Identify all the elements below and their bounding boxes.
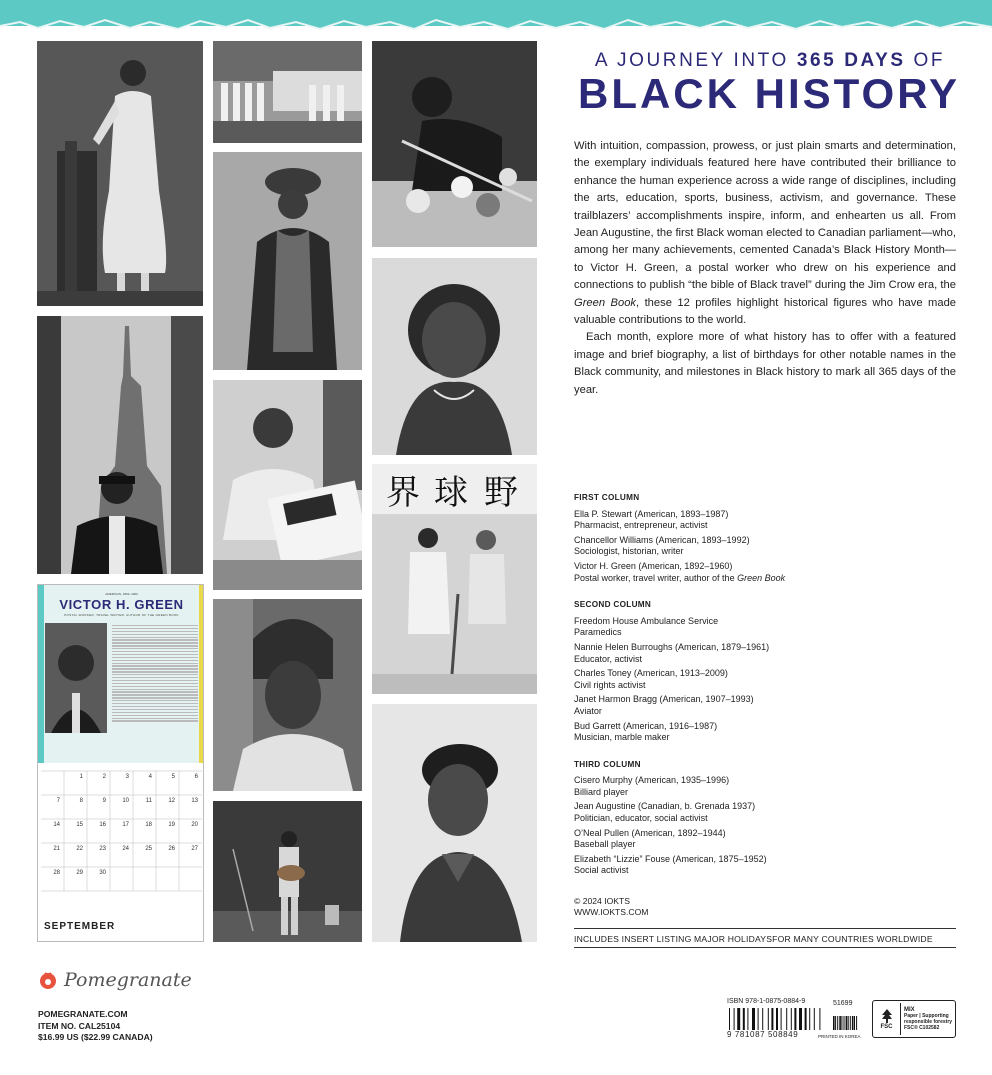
calendar-day: 10 (122, 798, 129, 804)
copyright-website: WWW.IOKTS.COM (574, 907, 649, 917)
credit-entry: Chancellor Williams (American, 1893–1992) Sociologist, historian, writer (574, 534, 750, 557)
credit-entry: O’Neal Pullen (American, 1892–1944) Baseball player (574, 827, 726, 850)
calendar-preview-portrait (45, 623, 107, 733)
fsc-tree-icon: FSC (875, 1003, 901, 1035)
heading-kicker-bold: 365 DAYS (796, 50, 906, 71)
photo-lizzie-fouse (372, 704, 537, 942)
calendar-day: 15 (76, 822, 83, 828)
calendar-day: 20 (191, 822, 198, 828)
item-number: ITEM NO. CAL25104 (38, 1020, 121, 1031)
photo-jean-augustine (372, 258, 537, 455)
photo-cisero-murphy (372, 41, 537, 247)
price: $16.99 US ($22.99 CANADA) (38, 1032, 153, 1042)
calendar-preview-month: SEPTEMBER (44, 921, 116, 932)
publisher-brand (38, 969, 192, 991)
holidays-note: INCLUDES INSERT LISTING MAJOR HOLIDAYSFOR MANY COUNTRIES WORLDWIDE (574, 934, 933, 944)
heading-kicker-suffix: OF (913, 50, 946, 71)
svg-text:球: 球 (434, 473, 468, 513)
copyright-notice: © 2024 IOKTS WWW.IOKTS.COM (574, 896, 649, 917)
credit-entry: Elizabeth “Lizzie” Fouse (American, 1875–1952) Social activist (574, 853, 767, 876)
calendar-day: 2 (102, 774, 106, 780)
calendar-day: 29 (76, 870, 83, 876)
heading-kicker-prefix: A JOURNEY INTO (594, 50, 789, 71)
credits-first-column (574, 492, 956, 584)
photo-bud-garrett (213, 801, 362, 942)
fsc-label (872, 1000, 956, 1038)
calendar-day: 11 (145, 798, 152, 804)
photo-freedom-house-ambulance (213, 41, 362, 143)
credit-entry: Jean Augustine (Canadian, b. Grenada 1937) Politician, educator, social activist (574, 801, 756, 824)
calendar-day: 1 (79, 774, 83, 780)
heading-kicker (580, 50, 960, 72)
calendar-day: 18 (145, 822, 152, 828)
publisher-website: POMEGRANATE.COM (38, 1009, 128, 1019)
calendar-preview-biography (112, 625, 198, 735)
credit-entry: Nannie Helen Burroughs (American, 1879–1961) Educator, activist (574, 641, 770, 664)
calendar-day: 27 (191, 846, 198, 852)
calendar-day: 25 (145, 846, 152, 852)
calendar-day: 5 (171, 774, 175, 780)
calendar-day: 26 (168, 846, 175, 852)
credit-entry: Janet Harmon Bragg (American, 1907–1993) Aviator (574, 694, 754, 716)
calendar-day: 12 (168, 798, 175, 804)
divider (574, 928, 956, 929)
credit-entry: Cisero Murphy (American, 1935–1996) Billiard player (574, 775, 730, 797)
barcode-price-code: 51699 (833, 1000, 853, 1007)
intro-paragraph-2: Each month, explore more of what history has to offer with a featured image and brief biography, a list of birthdays for other notable names in the Black community, and milestones in Black history to mark all 365 days of the year. (574, 331, 956, 396)
calendar-day: 21 (53, 846, 60, 852)
calendar-preview-subtitle: POSTAL WORKER, TRAVEL WRITER, AUTHOR OF THE GREEN BOOK (64, 613, 179, 617)
publisher-logo-text: Pomegranate (64, 969, 192, 991)
fsc-text: MIX Paper | Supporting responsible forestry FSC® C102582 (904, 1007, 953, 1031)
calendar-day: 30 (99, 870, 106, 876)
calendar-day: 14 (53, 822, 60, 828)
intro-paragraph-1: With intuition, compassion, prowess, or just plain smarts and determination, the exemplary individuals featured here have contributed their brilliance to enhance the human experience across a wide range of disciplines, including the arts, education, sports, business, activism, and governance. These trailblazers’ accomplishments inspire, inform, and enhearten us all. From Jean Augustine, the first Black woman elected to Canadian parliament—who, among her many achievements, cemented Canada’s Black History Month—to Victor H. Green, a postal worker who drew on his experience and connections to publish “the bible of Black travel” during the Jim Crow era, the Green Book, these 12 profiles highlight historical figures who have made valuable contributions to the world. (574, 140, 957, 327)
photo-ella-p-stewart (37, 41, 203, 306)
calendar-day: 28 (53, 870, 60, 876)
calendar-day: 17 (122, 822, 129, 828)
calendar-day: 19 (168, 822, 175, 828)
credit-entry: Ella P. Stewart (American, 1893–1987) Pharmacist, entrepreneur, activist (574, 508, 729, 531)
photo-nannie-helen-burroughs (213, 152, 362, 370)
calendar-day: 7 (56, 798, 60, 804)
calendar-preview-title: VICTOR H. GREEN (59, 597, 184, 612)
calendar-day: 6 (194, 774, 198, 780)
credit-entry: Victor H. Green (American, 1892–1960) Postal worker, travel writer, author of the Green Book (574, 560, 786, 583)
calendar-day: 9 (102, 798, 106, 804)
calendar-day: 16 (99, 822, 106, 828)
credits-third-column (574, 759, 956, 877)
photo-oneal-pullen (372, 464, 537, 694)
torn-paper-border (0, 0, 992, 34)
calendar-preview-september (37, 584, 204, 942)
calendar-day: 8 (79, 798, 83, 804)
calendar-preview-kicker: AMERICAN, 1892–1960 (105, 592, 138, 596)
credits-heading: THIRD COLUMN (574, 759, 641, 769)
printed-in: PRINTED IN KOREA (818, 1034, 861, 1039)
calendar-day: 22 (76, 846, 83, 852)
pomegranate-icon (38, 970, 58, 990)
credits-heading: FIRST COLUMN (574, 493, 640, 502)
intro-text (574, 138, 956, 399)
calendar-day: 13 (191, 798, 198, 804)
svg-text:野: 野 (484, 473, 518, 513)
credits-heading: SECOND COLUMN (574, 600, 652, 610)
divider (574, 947, 956, 948)
photo-janet-harmon-bragg (213, 599, 362, 791)
svg-text:界: 界 (386, 473, 420, 513)
calendar-day: 23 (99, 846, 106, 852)
photo-charles-toney (213, 380, 362, 590)
credit-entry: Freedom House Ambulance Service Paramedics (574, 615, 719, 638)
calendar-day: 4 (148, 774, 152, 780)
page-title: BLACK HISTORY (577, 70, 960, 117)
credit-entry: Bud Garrett (American, 1916–1987) Musician, marble maker (574, 720, 718, 743)
photo-chancellor-williams (37, 316, 203, 574)
credits-second-column (574, 599, 956, 744)
barcode-digits: 9 781087 508849 (727, 1030, 799, 1039)
credit-entry: Charles Toney (American, 1913–2009) Civil rights activist (574, 668, 728, 690)
publisher-info (38, 1009, 153, 1044)
calendar-preview-grid (41, 765, 202, 895)
isbn: ISBN 978-1-0875-0884-9 (727, 998, 806, 1005)
calendar-day: 3 (125, 774, 129, 780)
calendar-day: 24 (122, 846, 129, 852)
photo-credits (574, 492, 956, 892)
